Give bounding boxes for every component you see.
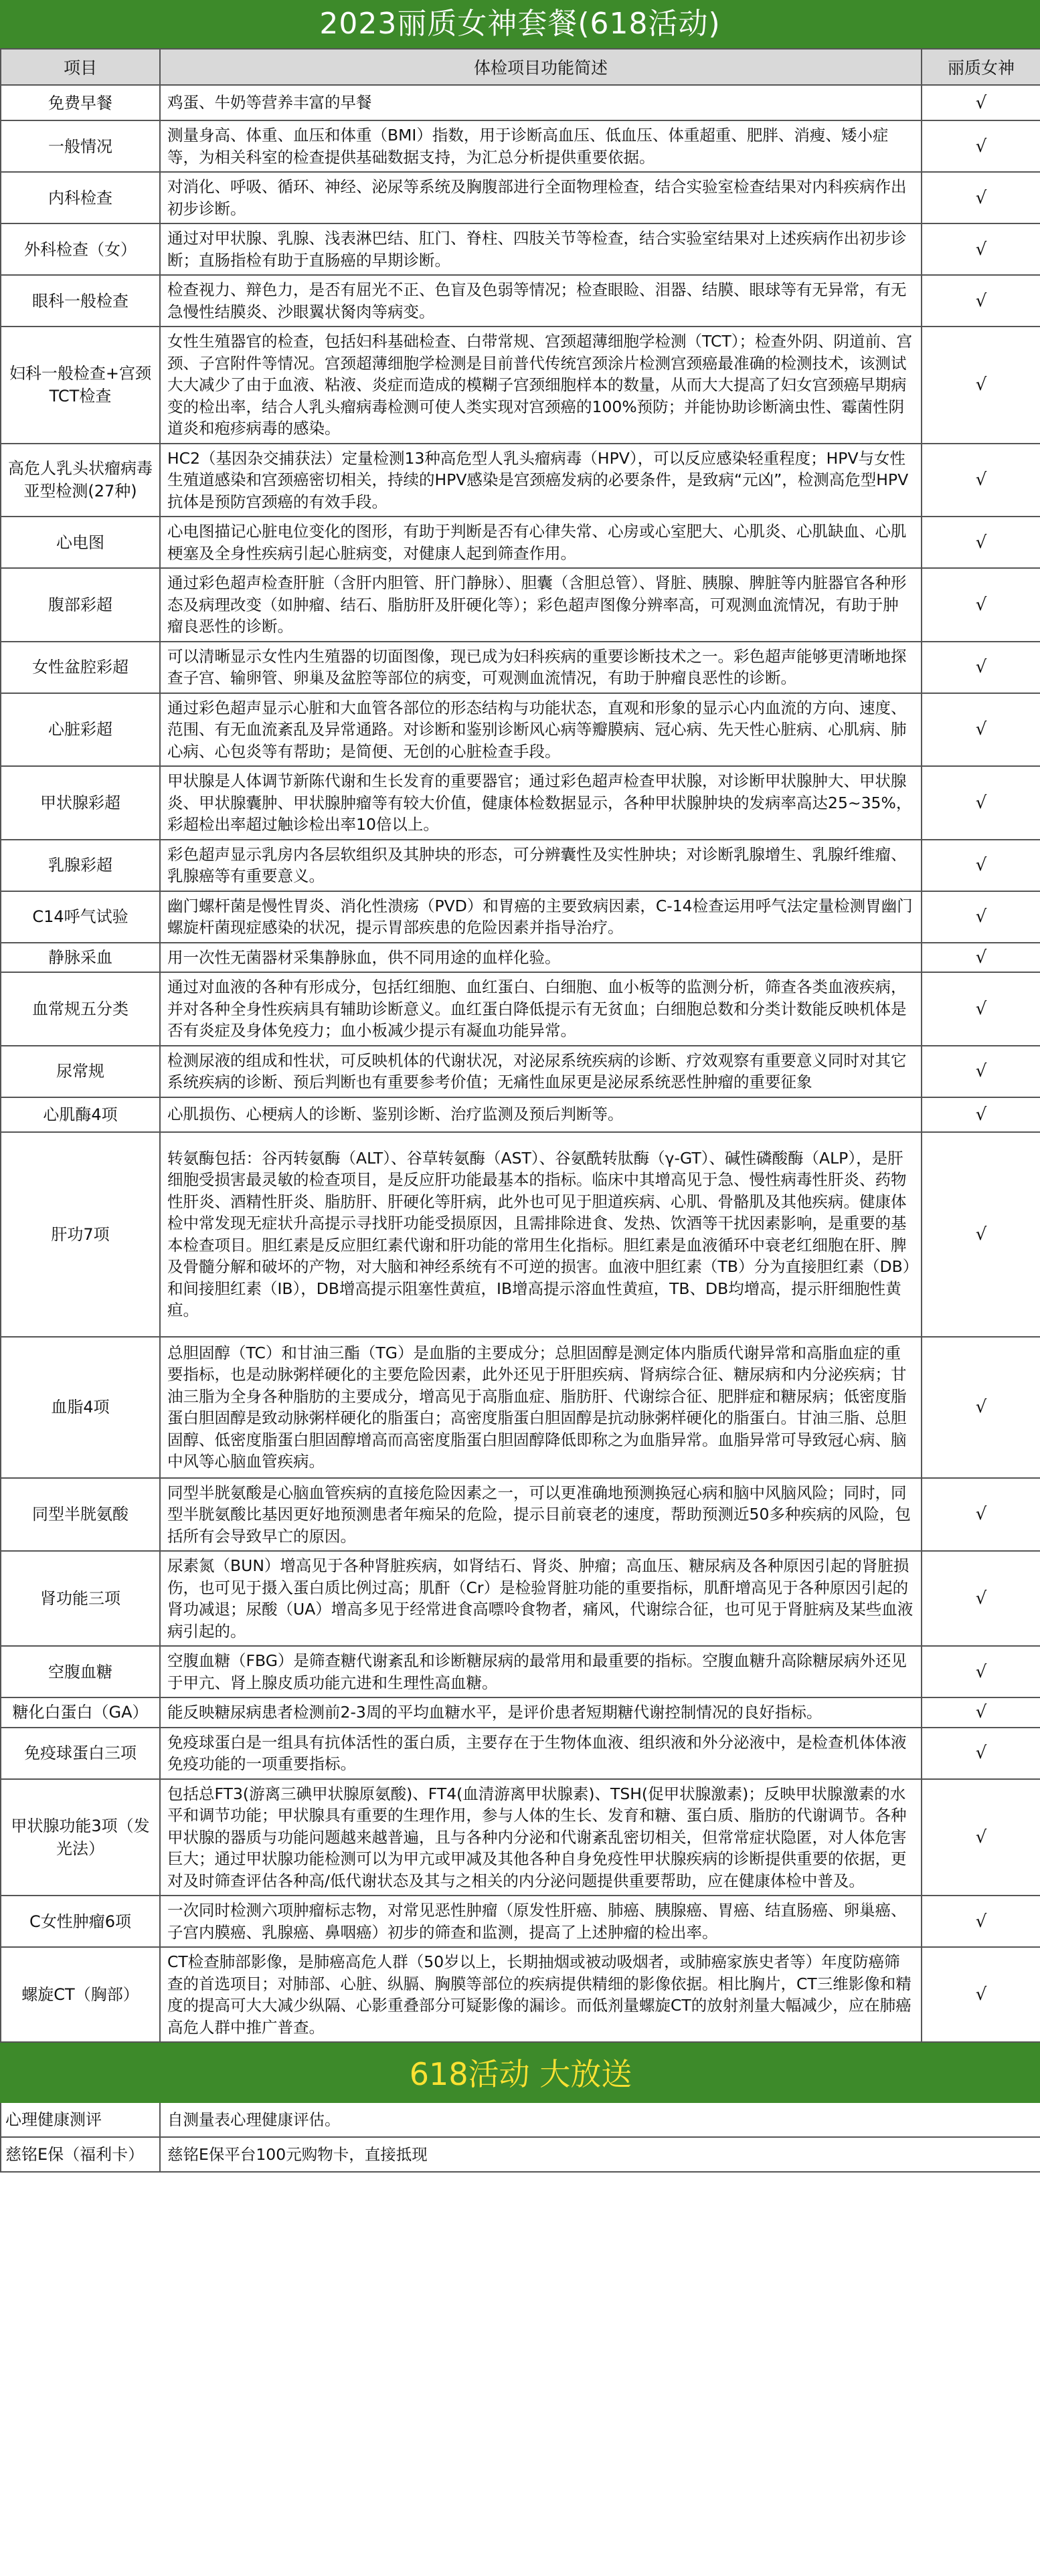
- item-name: 血脂4项: [1, 1337, 160, 1478]
- item-description: 尿素氮（BUN）增高见于各种肾脏疾病，如肾结石、肾炎、肿瘤；高血压、糖尿病及各种原因引起的肾脏损伤，也可见于摄入蛋白质比例过高；肌酐（Cr）是检验肾脏功能的重要指标，肌酐增高见于各种原因引起的肾功减退；尿酸（UA）增高多见于经常进食高嘌呤食物者，痛风，代谢综合征，也可见于肾脏病及某些血液病引起的。: [160, 1551, 922, 1646]
- item-name: 甲状腺功能3项（发光法）: [1, 1779, 160, 1896]
- item-description: 同型半胱氨酸是心脑血管疾病的直接危险因素之一，可以更准确地预测换冠心病和脑中风脑风险；同时，同型半胱氨酸比基因更好地预测患者年痴呆的危险，提示目前衰老的速度，帮助预测近50多种疾病的风险，包括所有会导致早亡的原因。: [160, 1478, 922, 1552]
- page-title: 2023丽质女神套餐(618活动): [0, 0, 1040, 48]
- item-description: 通过对甲状腺、乳腺、浅表淋巴结、肛门、脊柱、四肢关节等检查，结合实验室结果对上述疾病作出初步诊断；直肠指检有助于直肠癌的早期诊断。: [160, 223, 922, 275]
- table-row: [1, 1337, 1040, 1478]
- table-row: [1, 517, 1040, 568]
- check-mark: √: [922, 1046, 1040, 1097]
- item-name: 乳腺彩超: [1, 840, 160, 891]
- check-mark: √: [922, 327, 1040, 444]
- check-mark: √: [922, 172, 1040, 223]
- item-name: 肝功7项: [1, 1132, 160, 1337]
- check-mark: √: [922, 1646, 1040, 1697]
- item-description: 转氨酶包括：谷丙转氨酶（ALT）、谷草转氨酶（AST）、谷氨酰转肽酶（γ-GT）、碱性磷酸酶（ALP），是肝细胞受损害最灵敏的检查项目，是反应肝功能最基本的指标。临床中其增高见于急、慢性病毒性肝炎、药物性肝炎、酒精性肝炎、脂肪肝、肝硬化等肝病，此外也可见于胆道疾病、心肌、骨骼肌及其他疾病。健康体检中常发现无症状升高提示寻找肝功能受损原因，且需排除进食、发热、饮酒等干扰因素影响，是重要的基本检查项目。胆红素是反应胆红素代谢和肝功能的常用生化指标。胆红素是血液循环中衰老红细胞在肝、脾及骨髓分解和破坏的产物，对大脑和神经系统有不可逆的损害。血液中胆红素（TB）分为直接胆红素（DB）和间接胆红素（IB），DB增高提示阻塞性黄疸，IB增高提示溶血性黄疸，TB、DB均增高，提示肝细胞性黄疸。: [160, 1132, 922, 1337]
- item-description: HC2（基因杂交捕获法）定量检测13种高危型人乳头瘤病毒（HPV），可以反应感染轻重程度；HPV与女性生殖道感染和宫颈癌密切相关，持续的HPV感染是宫颈癌发病的必要条件，是致病“元凶”，检测高危型HPV抗体是预防宫颈癌的有效手段。: [160, 444, 922, 517]
- check-mark: √: [922, 1728, 1040, 1779]
- table-row: [1, 327, 1040, 444]
- item-name: 高危人乳头状瘤病毒亚型检测(27种): [1, 444, 160, 517]
- table-row: [1, 642, 1040, 693]
- extra-name: 心理健康测评: [1, 2102, 160, 2137]
- table-row: [1, 1697, 1040, 1728]
- item-name: 肾功能三项: [1, 1551, 160, 1646]
- item-description: 能反映糖尿病患者检测前2-3周的平均血糖水平，是评价患者短期糖代谢控制情况的良好指标。: [160, 1697, 922, 1728]
- extra-description: 慈铭E保平台100元购物卡，直接抵现: [160, 2137, 1040, 2172]
- item-name: 妇科一般检查+宫颈TCT检查: [1, 327, 160, 444]
- package-table: [0, 48, 1040, 2173]
- header-description: 体检项目功能简述: [160, 49, 922, 85]
- check-mark: √: [922, 444, 1040, 517]
- table-row: [1, 223, 1040, 275]
- item-description: 一次同时检测六项肿瘤标志物，对常见恶性肿瘤（原发性肝癌、肺癌、胰腺癌、胃癌、结直肠癌、卵巢癌、子宫内膜癌、乳腺癌、鼻咽癌）初步的筛查和监测，提高了上述肿瘤的检出率。: [160, 1896, 922, 1947]
- table-row: [1, 275, 1040, 327]
- item-name: 血常规五分类: [1, 972, 160, 1046]
- check-mark: √: [922, 1947, 1040, 2042]
- table-body: [1, 85, 1040, 2172]
- item-name: 空腹血糖: [1, 1646, 160, 1697]
- item-description: 包括总FT3(游离三碘甲状腺原氨酸)、FT4(血清游离甲状腺素)、TSH(促甲状腺激素)；反映甲状腺激素的水平和调节功能；甲状腺具有重要的生理作用，参与人体的生长、发育和糖、蛋白质、脂肪的代谢调节。各种甲状腺的器质与功能问题越来越普遍，且与各种内分泌和代谢紊乱密切相关，但常常症状隐匿，对人体危害巨大；通过甲状腺功能检测可以为甲亢或甲减及其他各种自身免疫性甲状腺疾病的诊断提供重要的依据，更对及时筛查评估各种高/低代谢状态及其与之相关的内分泌问题提供重要帮助，应在健康体检中普及。: [160, 1779, 922, 1896]
- check-mark: √: [922, 85, 1040, 120]
- table-row: [1, 172, 1040, 223]
- check-mark: √: [922, 1896, 1040, 1947]
- item-description: 女性生殖器官的检查，包括妇科基础检查、白带常规、宫颈超薄细胞学检测（TCT）；检查外阴、阴道前、宫颈、子宫附件等情况。宫颈超薄细胞学检测是目前普代传统宫颈涂片检测宫颈癌最准确的检测技术，该测试大大减少了由于血液、粘液、炎症而造成的模糊子宫颈细胞样本的数量，从而大大提高了妇女宫颈癌早期病变的检出率，结合人乳头瘤病毒检测可使人类实现对宫颈癌的100%预防；并能协助诊断滴虫性、霉菌性阴道炎和疱疹病毒的感染。: [160, 327, 922, 444]
- item-description: 幽门螺杆菌是慢性胃炎、消化性溃疡（PVD）和胃癌的主要致病因素，C-14检查运用呼气法定量检测胃幽门螺旋杆菌现症感染的状况，提示胃部疾患的危险因素并指导治疗。: [160, 891, 922, 943]
- item-name: 外科检查（女）: [1, 223, 160, 275]
- table-row: [1, 891, 1040, 943]
- check-mark: √: [922, 1779, 1040, 1896]
- check-mark: √: [922, 1478, 1040, 1552]
- item-description: 心肌损伤、心梗病人的诊断、鉴别诊断、治疗监测及预后判断等。: [160, 1097, 922, 1132]
- item-name: 免疫球蛋白三项: [1, 1728, 160, 1779]
- item-description: 检查视力、辩色力，是否有屈光不正、色盲及色弱等情况；检查眼睑、泪器、结膜、眼球等有无异常，有无急慢性结膜炎、沙眼翼状胬肉等病变。: [160, 275, 922, 327]
- promo-banner: 618活动 大放送: [1, 2042, 1040, 2102]
- item-name: C14呼气试验: [1, 891, 160, 943]
- header-item: 项目: [1, 49, 160, 85]
- table-row: [1, 1097, 1040, 1132]
- item-description: 测量身高、体重、血压和体重（BMI）指数，用于诊断高血压、低血压、体重超重、肥胖、消瘦、矮小症等，为相关科室的检查提供基础数据支持，为汇总分析提供重要依据。: [160, 120, 922, 172]
- item-name: 腹部彩超: [1, 568, 160, 642]
- table-row: [1, 1551, 1040, 1646]
- item-description: 通过对血液的各种有形成分，包括红细胞、血红蛋白、白细胞、血小板等的监测分析，筛查各类血液疾病，并对各种全身性疾病具有辅助诊断意义。血红蛋白降低提示有无贫血；白细胞总数和分类计数能反映机体是否有炎症及身体免疫力；血小板减少提示有凝血功能异常。: [160, 972, 922, 1046]
- table-row: [1, 1646, 1040, 1697]
- check-mark: √: [922, 1097, 1040, 1132]
- check-mark: √: [922, 1551, 1040, 1646]
- check-mark: √: [922, 972, 1040, 1046]
- item-description: 通过彩色超声显示心脏和大血管各部位的形态结构与功能状态，直观和形象的显示心内血流的方向、速度、范围、有无血流紊乱及异常通路。对诊断和鉴别诊断风心病等瓣膜病、冠心病、先天性心脏病、心肌病、肺心病、心包炎等有帮助；是简便、无创的心脏检查手段。: [160, 693, 922, 767]
- item-name: 女性盆腔彩超: [1, 642, 160, 693]
- check-mark: √: [922, 517, 1040, 568]
- promo-banner-row: [1, 2042, 1040, 2102]
- item-name: 甲状腺彩超: [1, 766, 160, 840]
- check-mark: √: [922, 766, 1040, 840]
- item-name: 心肌酶4项: [1, 1097, 160, 1132]
- table-row: [1, 1728, 1040, 1779]
- check-mark: √: [922, 943, 1040, 973]
- table-row: [1, 766, 1040, 840]
- table-row: [1, 1046, 1040, 1097]
- check-mark: √: [922, 1697, 1040, 1728]
- table-row: [1, 568, 1040, 642]
- item-description: 用一次性无菌器材采集静脉血，供不同用途的血样化验。: [160, 943, 922, 973]
- table-row: [1, 1947, 1040, 2042]
- item-description: 对消化、呼吸、循环、神经、泌尿等系统及胸腹部进行全面物理检查，结合实验室检查结果对内科疾病作出初步诊断。: [160, 172, 922, 223]
- check-mark: √: [922, 275, 1040, 327]
- check-mark: √: [922, 568, 1040, 642]
- check-mark: √: [922, 1132, 1040, 1337]
- item-description: 彩色超声显示乳房内各层软组织及其肿块的形态，可分辨囊性及实性肿块；对诊断乳腺增生、乳腺纤维瘤、乳腺癌等有重要意义。: [160, 840, 922, 891]
- item-description: CT检查肺部影像，是肺癌高危人群（50岁以上，长期抽烟或被动吸烟者，或肺癌家族史者等）年度防癌筛查的首选项目；对肺部、心脏、纵膈、胸膜等部位的疾病提供精细的影像依据。相比胸片，CT三维影像和精度的提高可大大减少纵隔、心影重叠部分可疑影像的漏诊。而低剂量螺旋CT的放射剂量大幅减少，应在肺癌高危人群中推广普查。: [160, 1947, 922, 2042]
- table-row: [1, 120, 1040, 172]
- item-name: 免费早餐: [1, 85, 160, 120]
- table-row: [1, 1132, 1040, 1337]
- extra-description: 自测量表心理健康评估。: [160, 2102, 1040, 2137]
- item-description: 空腹血糖（FBG）是筛查糖代谢紊乱和诊断糖尿病的最常用和最重要的指标。空腹血糖升高除糖尿病外还见于甲亢、肾上腺皮质功能亢进和生理性高血糖。: [160, 1646, 922, 1697]
- table-row: [1, 1478, 1040, 1552]
- item-name: C女性肿瘤6项: [1, 1896, 160, 1947]
- table-header-row: [1, 49, 1040, 85]
- extra-name: 慈铭E保（福利卡）: [1, 2137, 160, 2172]
- item-name: 同型半胱氨酸: [1, 1478, 160, 1552]
- item-description: 总胆固醇（TC）和甘油三酯（TG）是血脂的主要成分；总胆固醇是测定体内脂质代谢异常和高脂血症的重要指标，也是动脉粥样硬化的主要危险因素，此外还见于肝胆疾病、肾病综合征、糖尿病和内分泌疾病；甘油三脂为全身各种脂肪的主要成分，增高见于高脂血症、脂肪肝、代谢综合征、肥胖症和糖尿病；低密度脂蛋白胆固醇是致动脉粥样硬化的脂蛋白；高密度脂蛋白胆固醇是抗动脉粥样硬化的脂蛋白。甘油三脂、总胆固醇、低密度脂蛋白胆固醇增高而高密度脂蛋白胆固醇降低即称之为血脂异常。血脂异常可导致冠心病、脑中风等心脑血管疾病。: [160, 1337, 922, 1478]
- item-name: 一般情况: [1, 120, 160, 172]
- table-row: [1, 943, 1040, 973]
- item-description: 心电图描记心脏电位变化的图形，有助于判断是否有心律失常、心房或心室肥大、心肌炎、心肌缺血、心肌梗塞及全身性疾病引起心脏病变，对健康人起到筛查作用。: [160, 517, 922, 568]
- item-description: 免疫球蛋白是一组具有抗体活性的蛋白质，主要存在于生物体血液、组织液和外分泌液中，是检查机体体液免疫功能的一项重要指标。: [160, 1728, 922, 1779]
- table-row: [1, 444, 1040, 517]
- item-name: 心电图: [1, 517, 160, 568]
- item-name: 静脉采血: [1, 943, 160, 973]
- item-name: 糖化白蛋白（GA）: [1, 1697, 160, 1728]
- check-mark: √: [922, 693, 1040, 767]
- item-description: 通过彩色超声检查肝脏（含肝内胆管、肝门静脉）、胆囊（含胆总管）、肾脏、胰腺、脾脏等内脏器官各种形态及病理改变（如肿瘤、结石、脂肪肝及肝硬化等）；彩色超声图像分辨率高，可观测血流情况，有助于肿瘤良恶性的诊断。: [160, 568, 922, 642]
- extra-row: [1, 2102, 1040, 2137]
- extra-row: [1, 2137, 1040, 2172]
- item-description: 鸡蛋、牛奶等营养丰富的早餐: [160, 85, 922, 120]
- table-row: [1, 1779, 1040, 1896]
- table-row: [1, 1896, 1040, 1947]
- item-name: 眼科一般检查: [1, 275, 160, 327]
- table-row: [1, 85, 1040, 120]
- check-mark: √: [922, 1337, 1040, 1478]
- item-name: 螺旋CT（胸部）: [1, 1947, 160, 2042]
- header-package: 丽质女神: [922, 49, 1040, 85]
- table-row: [1, 840, 1040, 891]
- item-description: 甲状腺是人体调节新陈代谢和生长发育的重要器官；通过彩色超声检查甲状腺，对诊断甲状腺肿大、甲状腺炎、甲状腺囊肿、甲状腺肿瘤等有较大价值，健康体检数据显示，各种甲状腺肿块的发病率高达25~35%，彩超检出率超过触诊检出率10倍以上。: [160, 766, 922, 840]
- table-row: [1, 972, 1040, 1046]
- check-mark: √: [922, 223, 1040, 275]
- item-name: 心脏彩超: [1, 693, 160, 767]
- item-name: 内科检查: [1, 172, 160, 223]
- table-row: [1, 693, 1040, 767]
- item-name: 尿常规: [1, 1046, 160, 1097]
- check-mark: √: [922, 840, 1040, 891]
- item-description: 检测尿液的组成和性状，可反映机体的代谢状况，对泌尿系统疾病的诊断、疗效观察有重要意义同时对其它系统疾病的诊断、预后判断也有重要参考价值；无痛性血尿更是泌尿系统恶性肿瘤的重要征象: [160, 1046, 922, 1097]
- check-mark: √: [922, 120, 1040, 172]
- check-mark: √: [922, 642, 1040, 693]
- item-description: 可以清晰显示女性内生殖器的切面图像，现已成为妇科疾病的重要诊断技术之一。彩色超声能够更清晰地探查子宫、输卵管、卵巢及盆腔等部位的病变，可观测血流情况，有助于肿瘤良恶性的诊断。: [160, 642, 922, 693]
- check-mark: √: [922, 891, 1040, 943]
